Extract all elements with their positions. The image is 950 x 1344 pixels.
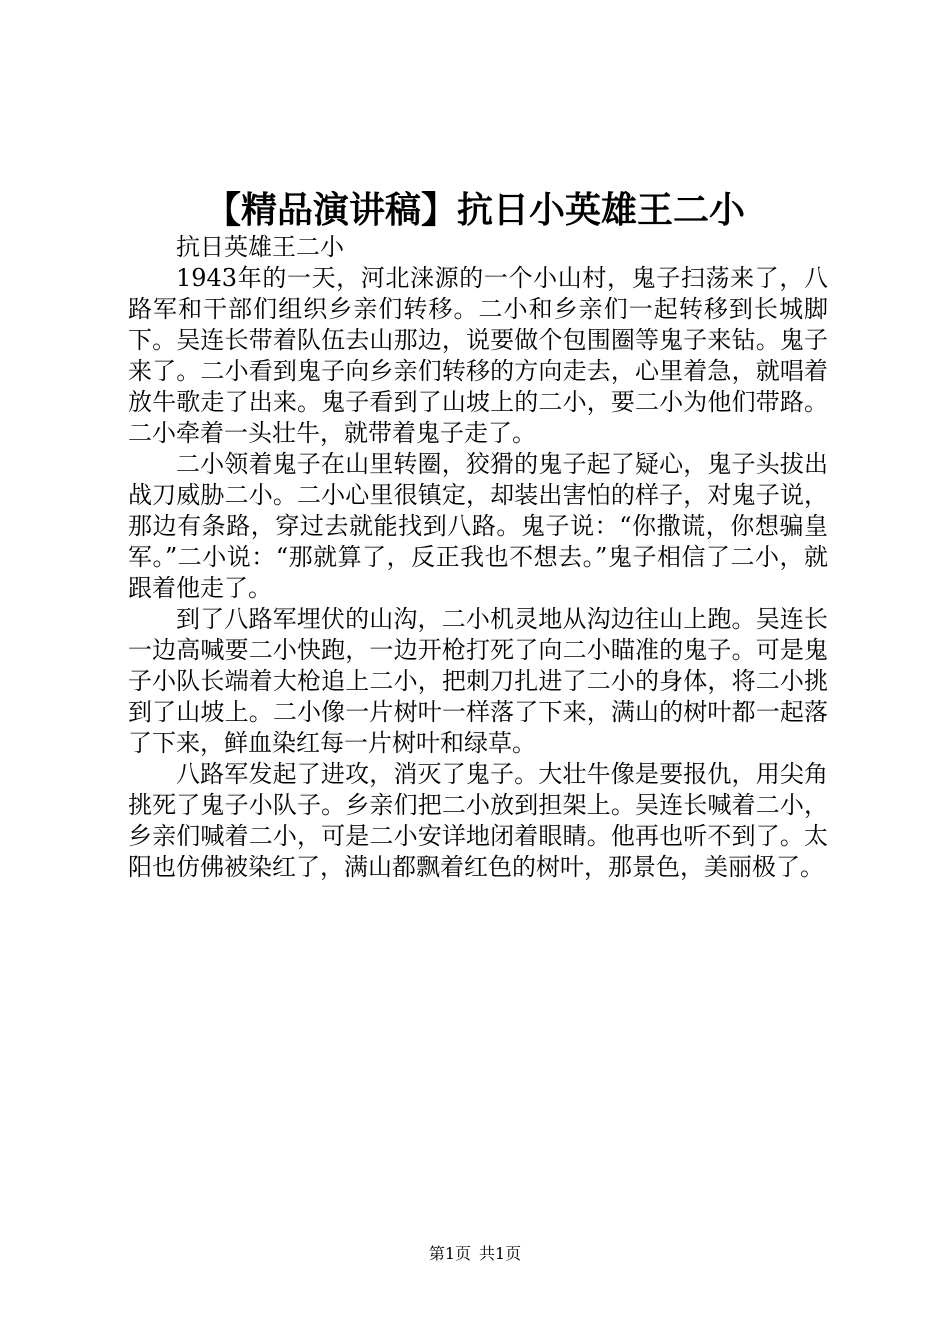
page-number: 第1页 bbox=[428, 1244, 471, 1263]
page-total: 共1页 bbox=[479, 1244, 522, 1263]
paragraph-4: 八路军发起了进攻，消灭了鬼子。大壮牛像是要报仇，用尖角挑死了鬼子小队子。乡亲们把二小放到担架上。吴连长喊着二小，乡亲们喊着二小，可是二小安详地闭着眼睛。他再也听不到了。太阳也仿佛被染红了，满山都飘着红色的树叶，那景色，美丽极了。 bbox=[128, 760, 828, 881]
paragraph-subtitle: 抗日英雄王二小 bbox=[176, 233, 344, 261]
page-footer bbox=[0, 1243, 950, 1265]
document-title: 【精品演讲稿】抗日小英雄王二小 bbox=[204, 189, 745, 231]
paragraph-1: 1943年的一天，河北涞源的一个小山村，鬼子扫荡来了，八路军和干部们组织乡亲们转移。二小和乡亲们一起转移到长城脚下。吴连长带着队伍去山那边，说要做个包围圈等鬼子来钻。鬼子来了。二小看到鬼子向乡亲们转移的方向走去，心里着急，就唱着放牛歌走了出来。鬼子看到了山坡上的二小，要二小为他们带路。二小牵着一头壮牛，就带着鬼子走了。 bbox=[128, 264, 828, 447]
paragraph-3: 到了八路军埋伏的山沟，二小机灵地从沟边往山上跑。吴连长一边高喊要二小快跑，一边开枪打死了向二小瞄准的鬼子。可是鬼子小队长端着大枪追上二小，把刺刀扎进了二小的身体，将二小挑到了山坡上。二小像一片树叶一样落了下来，满山的树叶都一起落了下来，鲜血染红每一片树叶和绿草。 bbox=[128, 605, 828, 757]
paragraph-2: 二小领着鬼子在山里转圈，狡猾的鬼子起了疑心，鬼子头拔出战刀威胁二小。二小心里很镇定，却装出害怕的样子，对鬼子说，那边有条路，穿过去就能找到八路。鬼子说：“你撒谎，你想骗皇军。”二小说：“那就算了，反正我也不想去。”鬼子相信了二小，就跟着他走了。 bbox=[128, 450, 828, 602]
document-body bbox=[128, 232, 828, 883]
